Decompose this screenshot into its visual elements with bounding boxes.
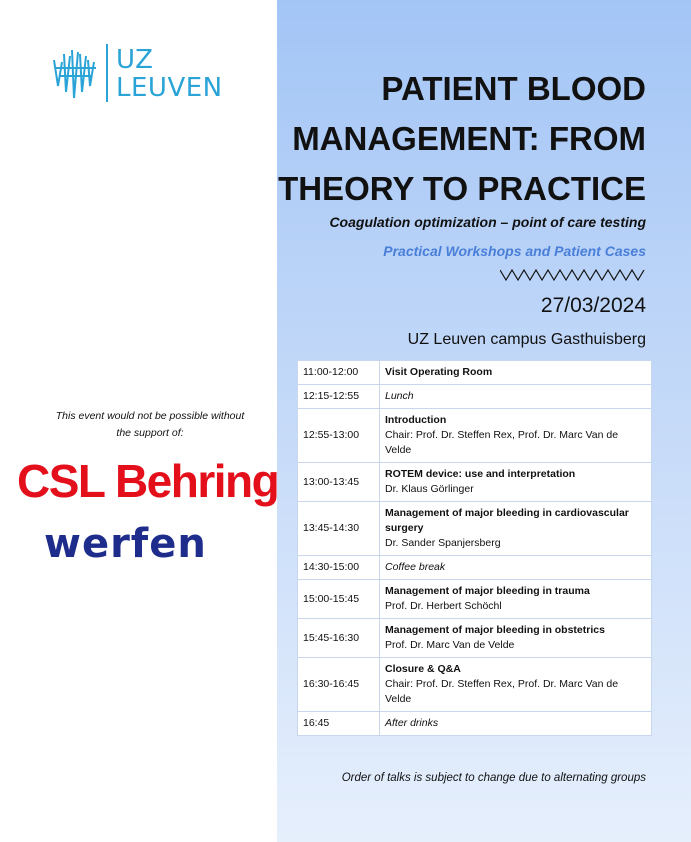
- table-row: [298, 556, 652, 580]
- schedule-session: [380, 658, 652, 712]
- table-row: [298, 409, 652, 463]
- schedule-session: [380, 409, 652, 463]
- session-title: Lunch: [385, 390, 414, 402]
- schedule-session: [380, 361, 652, 385]
- table-row: [298, 361, 652, 385]
- schedule-time: 16:30-16:45: [298, 658, 380, 712]
- session-speaker: Dr. Klaus Görlinger: [385, 483, 474, 495]
- schedule-time: 11:00-12:00: [298, 361, 380, 385]
- event-subtitle: Coagulation optimization – point of care testing: [329, 214, 646, 230]
- session-speaker: Chair: Prof. Dr. Steffen Rex, Prof. Dr. Marc Van de Velde: [385, 429, 619, 456]
- table-row: [298, 463, 652, 502]
- session-title: Introduction: [385, 414, 447, 426]
- schedule-time: 13:00-13:45: [298, 463, 380, 502]
- session-title: After drinks: [385, 717, 439, 729]
- werfen-logo: werfen: [44, 521, 207, 567]
- schedule-session: [380, 385, 652, 409]
- sponsor-note: [20, 408, 280, 442]
- logo-text-leuven: LEUVEN: [116, 73, 223, 103]
- table-row: [298, 619, 652, 658]
- schedule-time: 12:55-13:00: [298, 409, 380, 463]
- session-title: Visit Operating Room: [385, 366, 493, 378]
- schedule-session: [380, 463, 652, 502]
- schedule-time: 13:45-14:30: [298, 502, 380, 556]
- schedule-session: [380, 580, 652, 619]
- schedule-session: [380, 712, 652, 736]
- table-row: [298, 385, 652, 409]
- schedule-session: [380, 619, 652, 658]
- session-speaker: Prof. Dr. Marc Van de Velde: [385, 639, 515, 651]
- logo-divider: [106, 44, 108, 102]
- schedule-session: [380, 556, 652, 580]
- session-speaker: Dr. Sander Spanjersberg: [385, 537, 501, 549]
- title-line-1: PATIENT BLOOD: [381, 70, 646, 107]
- title-line-2: MANAGEMENT: FROM: [292, 120, 646, 157]
- uz-leuven-logo: [50, 44, 240, 106]
- session-speaker: Prof. Dr. Herbert Schöchl: [385, 600, 502, 612]
- schedule-table: [297, 360, 652, 736]
- session-title: Management of major bleeding in obstetrics: [385, 624, 605, 636]
- event-date: 27/03/2024: [540, 294, 646, 317]
- schedule-time: 15:45-16:30: [298, 619, 380, 658]
- zigzag-divider-icon: [500, 268, 646, 282]
- session-title: Coffee break: [385, 561, 446, 573]
- session-speaker: Chair: Prof. Dr. Steffen Rex, Prof. Dr. Marc Van de Velde: [385, 678, 619, 705]
- table-row: [298, 502, 652, 556]
- schedule-session: [380, 502, 652, 556]
- session-title: Closure & Q&A: [385, 663, 461, 675]
- csl-behring-logo: CSL Behring: [17, 455, 279, 507]
- schedule-footnote: Order of talks is subject to change due to alternating groups: [341, 772, 646, 784]
- session-title: Management of major bleeding in trauma: [385, 585, 590, 597]
- event-venue: UZ Leuven campus Gasthuisberg: [407, 331, 646, 348]
- session-title: ROTEM device: use and interpretation: [385, 468, 576, 480]
- logo-text-uz: UZ: [116, 45, 154, 75]
- event-subtitle-2: Practical Workshops and Patient Cases: [383, 243, 646, 259]
- sponsor-note-line-1: This event would not be possible without: [55, 410, 245, 422]
- sponsor-note-line-2: the support of:: [116, 427, 184, 439]
- schedule-time: 15:00-15:45: [298, 580, 380, 619]
- session-title: Management of major bleeding in cardiovascular surgery: [385, 507, 629, 534]
- table-row: [298, 580, 652, 619]
- table-row: [298, 658, 652, 712]
- schedule-time: 14:30-15:00: [298, 556, 380, 580]
- table-row: [298, 712, 652, 736]
- schedule-time: 16:45: [298, 712, 380, 736]
- event-title: [226, 64, 646, 214]
- uz-leuven-mark-icon: [50, 46, 102, 102]
- title-line-3: THEORY TO PRACTICE: [278, 170, 646, 207]
- schedule-time: 12:15-12:55: [298, 385, 380, 409]
